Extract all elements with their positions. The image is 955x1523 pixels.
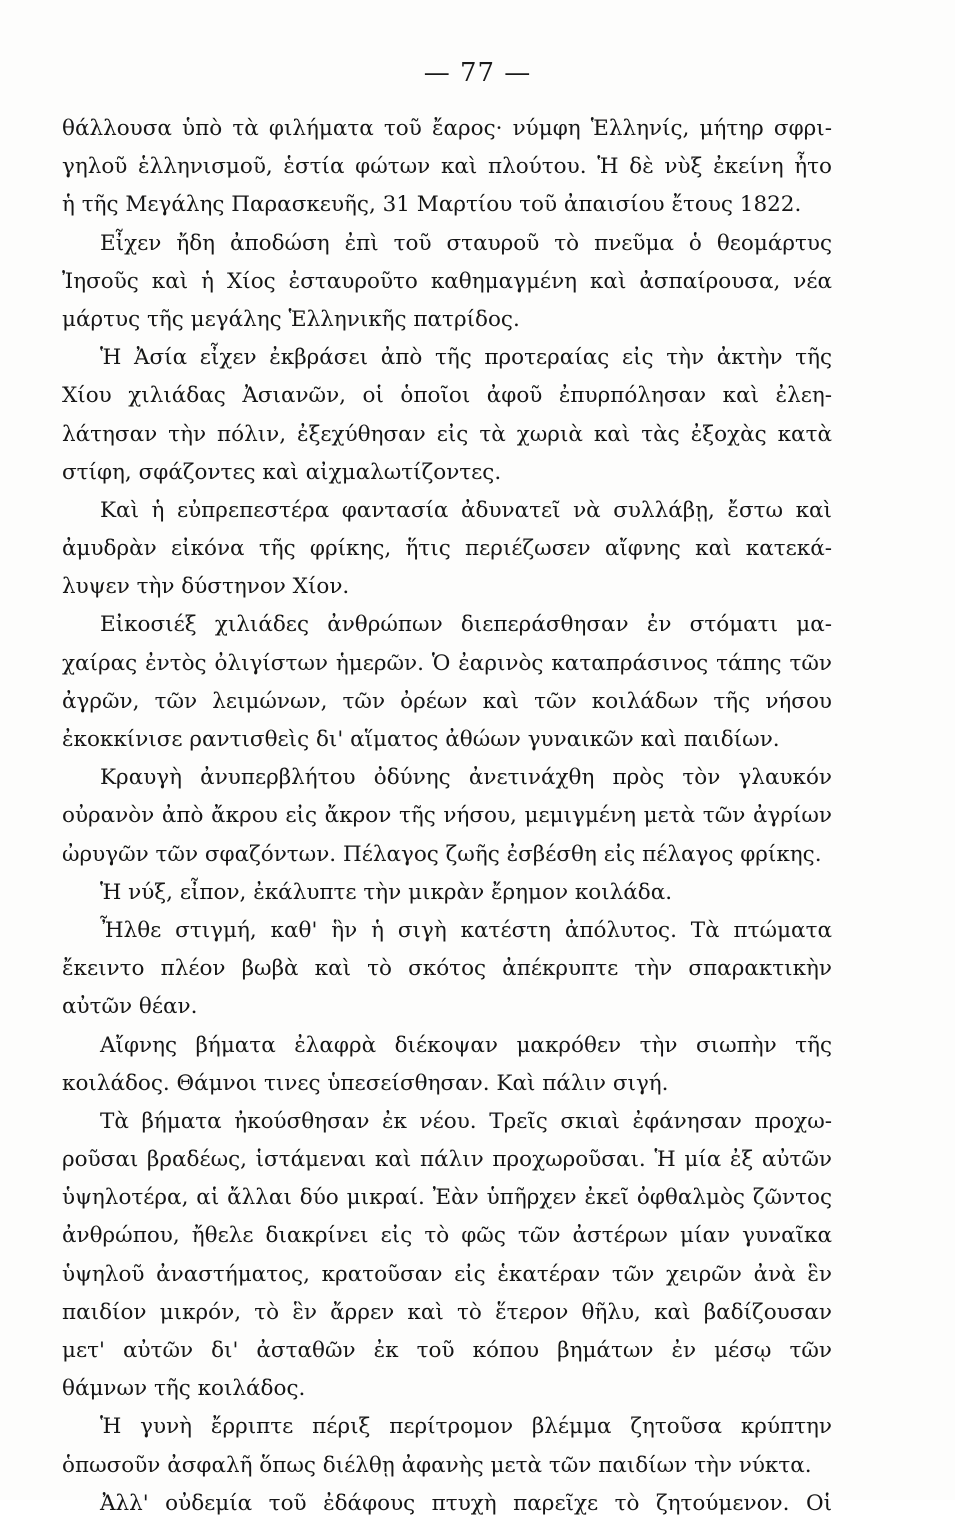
text-line: μετ' αὐτῶν δι' ἀσταθῶν ἐκ τοῦ κόπου βημάτων ἐν μέσῳ τῶν	[62, 1338, 832, 1363]
text-line: Αἴφνης βήματα ἐλαφρὰ διέκοψαν μακρόθεν τὴν σιωπὴν τῆς	[100, 1032, 832, 1058]
text-line: αὐτῶν θέαν.	[62, 994, 198, 1020]
body-text	[62, 110, 832, 1523]
text-line: θάλλουσα ὑπὸ τὰ φιλήματα τοῦ ἔαρος· νύμφη Ἑλληνίς, μήτηρ σφρι-	[62, 116, 832, 141]
text-line: οὐρανὸν ἀπὸ ἄκρου εἰς ἄκρον τῆς νήσου, μεμιγμένη μετὰ τῶν ἀγρίων	[62, 803, 832, 829]
text-line: στίφη, σφάζοντες καὶ αἰχμαλωτίζοντες.	[62, 459, 502, 485]
text-line: Κραυγὴ ἀνυπερβλήτου ὀδύνης ἀνετινάχθη πρὸς τὸν γλαυκόν	[100, 765, 832, 791]
text-line: Ἡ Ἀσία εἶχεν ἐκβράσει ἀπὸ τῆς προτεραίας εἰς τὴν ἀκτὴν τῆς	[100, 345, 832, 371]
text-line: ὑψηλοῦ ἀναστήματος, κρατοῦσαν εἰς ἑκατέραν τῶν χειρῶν ἀνὰ ἓν	[62, 1261, 832, 1287]
text-line: Τὰ βήματα ἠκούσθησαν ἐκ νέου. Τρεῖς σκιαὶ ἐφάνησαν προχω-	[100, 1108, 832, 1134]
text-line: Ἡ γυνὴ ἔρριπτε πέριξ περίτρομον βλέμμα ζητοῦσα κρύπτην	[100, 1414, 832, 1440]
text-line: ἐκοκκίνισε ραντισθεὶς δι' αἵματος ἀθώων γυναικῶν καὶ παιδίων.	[62, 727, 780, 752]
text-line: μάρτυς τῆς μεγάλης Ἑλληνικῆς πατρίδος.	[62, 306, 520, 332]
text-line: Εἶχεν ἤδη ἀποδώση ἐπὶ τοῦ σταυροῦ τὸ πνεῦμα ὁ θεομάρτυς	[100, 230, 832, 256]
text-line: χαίρας ἐντὸς ὀλιγίστων ἡμερῶν. Ὁ ἐαρινὸς καταπράσινος τάπης τῶν	[62, 650, 832, 676]
text-line: λάτησαν τὴν πόλιν, ἐξεχύθησαν εἰς τὰ χωριὰ καὶ τὰς ἐξοχὰς κατὰ	[62, 421, 832, 447]
text-line: Ἡ νύξ, εἶπον, ἐκάλυπτε τὴν μικρὰν ἔρημον κοιλάδα.	[100, 879, 673, 905]
text-line: ἡ τῆς Μεγάλης Παρασκευῆς, 31 Μαρτίου τοῦ ἀπαισίου ἔτους 1822.	[62, 192, 802, 218]
text-line: Εἰκοσιέξ χιλιάδες ἀνθρώπων διεπεράσθησαν ἐν στόματι μα-	[100, 612, 832, 638]
text-line: Ἦλθε στιγμή, καθ' ἣν ἡ σιγὴ κατέστη ἀπόλυτος. Τὰ πτώματα	[100, 917, 832, 943]
text-line: ὠρυγῶν τῶν σφαζόντων. Πέλαγος ζωῆς ἐσβέσθη εἰς πέλαγος φρίκης.	[62, 841, 822, 867]
text-line: ἔκειντο πλέον βωβὰ καὶ τὸ σκότος ἀπέκρυπτε τὴν σπαρακτικὴν	[62, 956, 832, 982]
text-line: ὁπωσοῦν ἀσφαλῆ ὅπως διέλθῃ ἀφανὴς μετὰ τῶν παιδίων τὴν νύκτα.	[62, 1452, 812, 1478]
text-line: Χίου χιλιάδας Ἀσιανῶν, οἱ ὁποῖοι ἀφοῦ ἐπυρπόλησαν καὶ ἐλεη-	[62, 383, 832, 409]
text-line: Καὶ ἡ εὐπρεπεστέρα φαντασία ἀδυνατεῖ νὰ συλλάβῃ, ἔστω καὶ	[100, 497, 832, 523]
text-line: λυψεν τὴν δύστηνον Χίον.	[62, 574, 350, 600]
text-line: κοιλάδος. Θάμνοι τινες ὑπεσείσθησαν. Καὶ πάλιν σιγή.	[62, 1070, 669, 1096]
text-line: θάμνων τῆς κοιλάδος.	[62, 1376, 306, 1402]
text-line: Ἀλλ' οὐδεμία τοῦ ἐδάφους πτυχὴ παρεῖχε τὸ ζητούμενον. Οἱ	[100, 1490, 832, 1516]
text-line: παιδίον μικρόν, τὸ ἓν ἄρρεν καὶ τὸ ἕτερον θῆλυ, καὶ βαδίζουσαν	[62, 1299, 832, 1325]
text-line: Ἰησοῦς καὶ ἡ Χίος ἐσταυροῦτο καθημαγμένη καὶ ἀσπαίρουσα, νέα	[62, 268, 832, 294]
text-line: ἀμυδρὰν εἰκόνα τῆς φρίκης, ἥτις περιέζωσεν αἴφνης καὶ κατεκά-	[62, 536, 832, 562]
text-line: ἀγρῶν, τῶν λειμώνων, τῶν ὀρέων καὶ τῶν κοιλάδων τῆς νήσου	[62, 688, 832, 714]
page-number: — 77 —	[423, 58, 532, 88]
text-line: ροῦσαι βραδέως, ἱστάμεναι καὶ πάλιν προχωροῦσαι. Ἡ μία ἐξ αὐτῶν	[62, 1147, 832, 1173]
text-line: ἀνθρώπου, ἤθελε διακρίνει εἰς τὸ φῶς τῶν ἀστέρων μίαν γυναῖκα	[62, 1223, 832, 1249]
text-line: ὑψηλοτέρα, αἱ ἄλλαι δύο μικραί. Ἐὰν ὑπῆρχεν ἐκεῖ ὀφθαλμὸς ζῶντος	[62, 1185, 832, 1211]
text-line: γηλοῦ ἑλληνισμοῦ, ἑστία φώτων καὶ πλούτου. Ἡ δὲ νὺξ ἐκείνη ἦτο	[62, 154, 832, 180]
